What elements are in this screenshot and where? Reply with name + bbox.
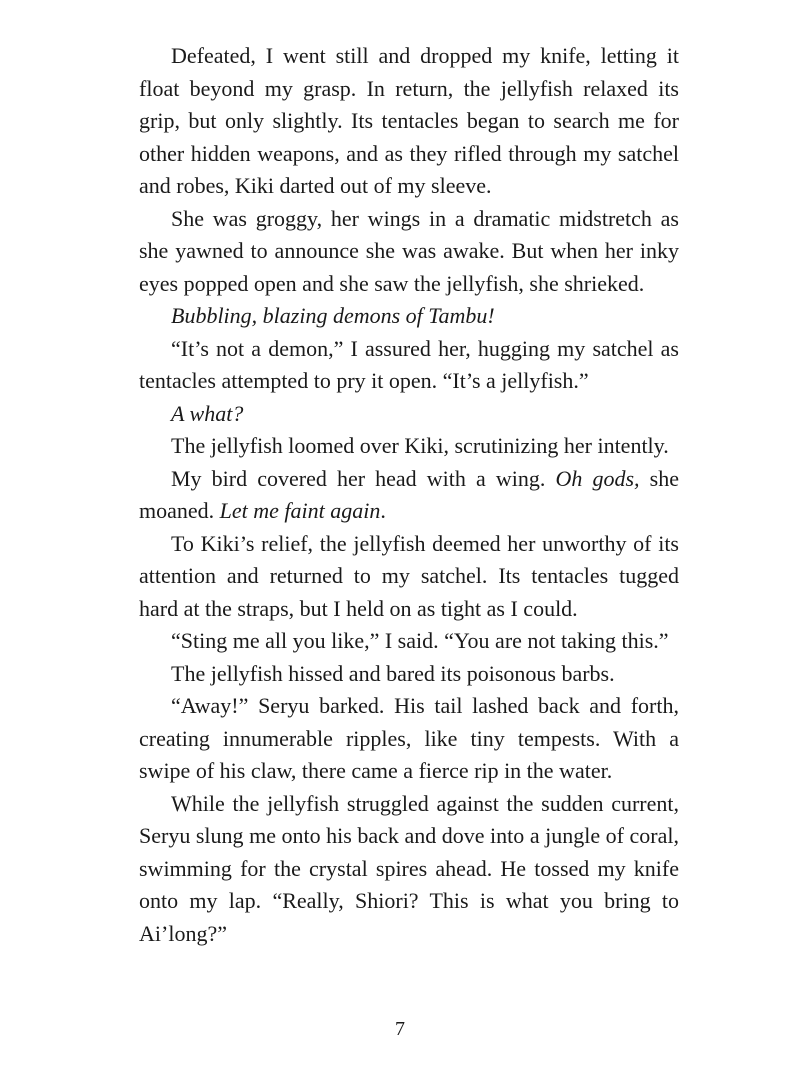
paragraph-8 <box>139 528 679 626</box>
page-number: 7 <box>395 1018 405 1040</box>
paragraph-text: “Sting me all you like,” I said. “You are not taking this.” <box>171 628 669 653</box>
italic-thought: Bubbling, blazing demons of Tambu! <box>171 303 495 328</box>
paragraph-9 <box>139 625 679 658</box>
paragraph-7 <box>139 463 679 528</box>
paragraph-text: . <box>380 498 386 523</box>
paragraph-5 <box>139 398 679 431</box>
paragraph-text: She was groggy, her wings in a dramatic midstretch as she yawned to announce she was awake. But when her inky eyes popped open and she saw the jellyfish, she shrieked. <box>139 205 679 296</box>
paragraph-text: The jellyfish loomed over Kiki, scrutinizing her intently. <box>171 433 669 458</box>
paragraph-text: Defeated, I went still and dropped my knife, letting it float beyond my grasp. In return, the jellyfish relaxed its grip, but only slightly. Its tentacles began to search me for other hidden weapons, and as they rifled through my satchel and robes, Kiki darted out of my sleeve. <box>139 43 679 198</box>
paragraph-6 <box>139 430 679 463</box>
page-body <box>139 40 679 950</box>
paragraph-11 <box>139 690 679 788</box>
paragraph-10 <box>139 658 679 691</box>
paragraph-text: While the jellyfish struggled against the sudden current, Seryu slung me onto his back and dove into a jungle of coral, swimming for the crystal spires ahead. He tossed my knife onto my lap. “Really, Shiori? This is what you bring to Ai’long?” <box>139 790 679 946</box>
paragraph-12 <box>139 788 679 951</box>
italic-thought: Oh gods, <box>555 465 640 491</box>
paragraph-4 <box>139 333 679 398</box>
paragraph-text: “It’s not a demon,” I assured her, hugging my satchel as tentacles attempted to pry it open. “It’s a jellyfish.” <box>139 335 679 393</box>
paragraph-2 <box>139 203 679 301</box>
paragraph-text: she moaned. <box>139 465 679 523</box>
italic-thought: A what? <box>171 400 244 426</box>
paragraph-text: The jellyfish hissed and bared its poisonous barbs. <box>171 660 615 686</box>
paragraph-text: “Away!” Seryu barked. His tail lashed back and forth, creating innumerable ripples, like tiny tempests. With a swipe of his claw, there came a fierce rip in the water. <box>139 693 679 783</box>
paragraph-1 <box>139 40 679 203</box>
paragraph-3 <box>139 300 679 333</box>
paragraph-text: My bird covered her head with a wing. <box>171 465 556 491</box>
paragraph-text: To Kiki’s relief, the jellyfish deemed her unworthy of its attention and returned to my satchel. Its tentacles tugged hard at the straps, but I held on as tight as I could. <box>139 530 679 621</box>
italic-thought: Let me faint again <box>219 498 381 523</box>
